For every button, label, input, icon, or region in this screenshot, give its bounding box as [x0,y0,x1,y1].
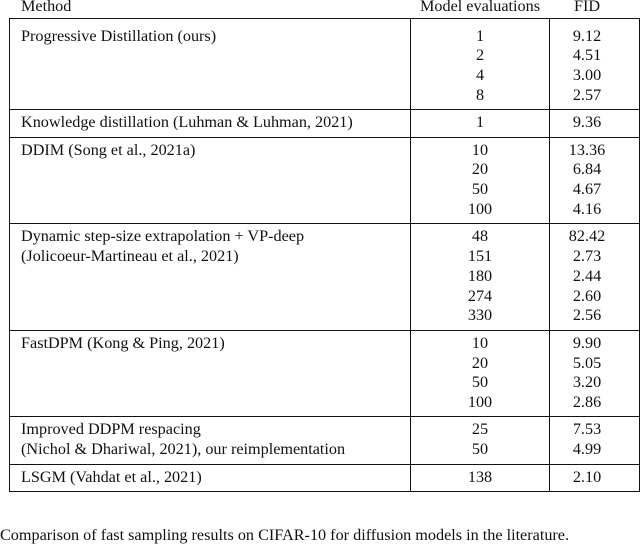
table-header-row [0,0,640,17]
cell-fid: 2.86 [572,393,602,412]
header-fid: FID [573,0,601,15]
table-rule [9,223,640,224]
cell-method: Knowledge distillation (Luhman & Luhman, 2021) [21,113,353,132]
cell-fid: 2.60 [572,286,602,305]
cell-model-evaluations: 1 [475,113,485,132]
cell-model-evaluations: 100 [467,393,493,412]
table-row [0,246,640,267]
cell-model-evaluations: 180 [467,266,493,285]
table-row [0,305,640,326]
cell-method: DDIM (Song et al., 2021a) [21,140,196,159]
table-rule [9,416,640,417]
cell-method: (Nichol & Dhariwal, 2021), our reimplementation [21,440,346,459]
table-row [0,112,640,133]
cell-fid: 4.16 [572,199,602,218]
table-rule [9,491,640,492]
table-row [0,439,640,460]
cell-model-evaluations: 25 [471,420,489,439]
table-row [0,226,640,247]
table-row [0,333,640,354]
table-row [0,353,640,374]
cell-fid: 4.99 [572,440,602,459]
table-rule [9,18,640,20]
table-row [0,199,640,220]
cell-model-evaluations: 274 [467,286,493,305]
table-row [0,179,640,200]
table-row [0,140,640,161]
cell-fid: 2.73 [572,247,602,265]
cell-fid: 5.05 [572,353,602,372]
table-rule [9,464,640,465]
cell-model-evaluations: 20 [471,160,489,179]
cell-model-evaluations: 48 [471,227,489,246]
cell-method: Improved DDPM respacing [21,420,201,439]
table-row [0,266,640,287]
header-method: Method [21,0,72,15]
table-row [0,85,640,106]
cell-model-evaluations: 100 [467,199,493,218]
cell-fid: 82.42 [568,227,606,246]
table-column-border [410,18,411,492]
cell-method: LSGM (Vahdat et al., 2021) [21,467,202,486]
table-row [0,467,640,488]
cell-model-evaluations: 50 [471,440,489,459]
cell-fid: 2.10 [572,467,602,486]
table-row [0,45,640,66]
cell-fid: 2.56 [572,306,602,325]
cell-fid: 2.44 [572,266,602,285]
cell-model-evaluations: 50 [471,373,489,392]
cell-model-evaluations: 1 [475,26,485,45]
table-row [0,26,640,47]
cell-fid: 9.90 [572,333,602,352]
cell-model-evaluations: 330 [467,306,493,325]
cell-model-evaluations: 8 [475,85,485,104]
cell-fid: 4.67 [572,180,602,199]
cell-method: FastDPM (Kong & Ping, 2021) [21,333,225,352]
table-row [0,65,640,86]
table-rule [9,137,640,138]
cell-model-evaluations: 151 [467,247,493,265]
cell-fid: 4.51 [572,46,602,65]
table-row [0,372,640,393]
cell-fid: 2.57 [572,85,602,104]
cell-model-evaluations: 4 [475,66,485,85]
cell-model-evaluations: 138 [467,467,493,486]
cell-fid: 6.84 [572,160,602,179]
table-rule [9,330,640,331]
table-row [0,419,640,440]
table-column-border [9,18,10,492]
cell-model-evaluations: 20 [471,353,489,372]
table-caption: Comparison of fast sampling results on CIFAR-10 for diffusion models in the literature. [0,526,570,544]
table-column-border [549,18,550,492]
cell-method: Progressive Distillation (ours) [21,26,217,45]
cell-fid: 3.00 [572,66,602,85]
cell-method: Dynamic step-size extrapolation + VP-deep [21,227,305,246]
cell-model-evaluations: 10 [471,140,489,159]
header-model-evaluations: Model evaluations [419,0,541,15]
table-row [0,286,640,307]
cell-model-evaluations: 2 [475,46,485,65]
table-rule [9,109,640,110]
table-row [0,159,640,180]
cell-fid: 9.36 [572,113,602,132]
cell-model-evaluations: 10 [471,333,489,352]
table-row [0,392,640,413]
cell-fid: 9.12 [572,26,602,45]
cell-model-evaluations: 50 [471,180,489,199]
cell-fid: 13.36 [568,140,606,159]
cell-fid: 3.20 [572,373,602,392]
cell-method: (Jolicoeur-Martineau et al., 2021) [21,247,239,265]
cell-fid: 7.53 [572,420,602,439]
